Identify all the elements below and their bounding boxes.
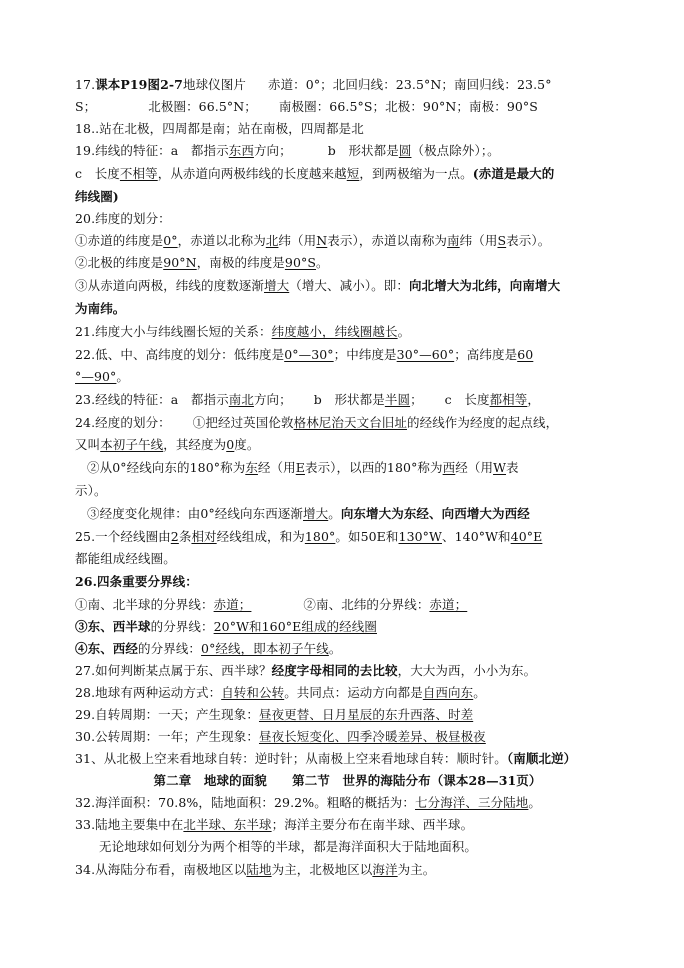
text: 23.经线的特征：a 都指示 — [75, 392, 229, 407]
text: 表示），以西的180°称为 — [304, 460, 443, 475]
text: b 形状都是 — [313, 392, 385, 407]
text: 的分界线： — [150, 619, 214, 634]
document-page — [75, 74, 620, 882]
text: 方向； — [253, 143, 292, 158]
answer: W — [493, 460, 507, 475]
text: ；中纬度是 — [333, 347, 397, 362]
bold-text: (赤道是最大的 — [472, 166, 555, 181]
text: 地球仪图片 — [182, 77, 246, 92]
text: 方向； — [253, 392, 292, 407]
line-30 — [75, 726, 620, 748]
answer: 昼夜更替、日月星辰的东升西落、时差 — [258, 707, 474, 722]
text: 表示），赤道以南称为 — [327, 233, 448, 248]
text: 。 — [316, 255, 329, 270]
text: 经（用 — [257, 460, 296, 475]
bold-text: 向北增大为北纬，向南增大 — [408, 278, 561, 293]
line-24-d — [75, 480, 620, 502]
text: 19.纬线的特征：a 都指示 — [75, 143, 229, 158]
line-17-cont — [75, 96, 620, 118]
text: （增大、减小）。即： — [289, 278, 409, 293]
text: 27.如何判断某点属于东、西半球？ — [75, 663, 272, 678]
line-20-d — [75, 298, 620, 320]
text: c 长度 — [444, 392, 490, 407]
text: ①把经过英国伦敦 — [192, 415, 294, 430]
line-25-b — [75, 548, 620, 570]
text: 为主。 — [397, 862, 436, 877]
text: ，其经度为 — [163, 437, 227, 452]
text: 又叫 — [75, 437, 101, 452]
answer: 海洋 — [372, 862, 398, 877]
line-22 — [75, 344, 620, 366]
text: 20.纬度的划分： — [75, 211, 171, 226]
text: 28.地球有两种运动方式： — [75, 685, 222, 700]
line-23 — [75, 388, 620, 412]
text: ，南极的纬度是 — [196, 255, 285, 270]
line-33-b — [75, 836, 620, 858]
answer: 自转和公转 — [221, 685, 285, 700]
answer: 60 — [517, 347, 534, 362]
text: 、140°W和 — [441, 529, 511, 544]
text: 。 — [328, 506, 341, 521]
text: 示）。 — [75, 483, 107, 498]
text: 都能组成经线圈。 — [75, 551, 176, 566]
line-25 — [75, 526, 620, 548]
text: 18..站在北极，四周都是南；站在南极，四周都是北 — [75, 121, 364, 136]
line-24-c — [75, 456, 620, 480]
answer: N — [316, 233, 328, 248]
answer: 0 — [226, 437, 235, 452]
answer: °—90° — [75, 369, 117, 384]
text: 21.纬度大小与纬线圈长短的关系： — [75, 324, 272, 339]
text: 表示）。 — [506, 233, 551, 248]
line-26 — [75, 570, 620, 594]
bold-text: ④东、西经 — [75, 641, 139, 656]
answer: 增大 — [303, 506, 329, 521]
text: 。 — [397, 324, 411, 339]
answer: 相对 — [191, 529, 217, 544]
text: 南极圈：66.5°S；北极：90°N；南极：90°S — [278, 99, 538, 114]
line-26-c — [75, 638, 620, 660]
text: ，从赤道向两极纬线的长度越来越 — [157, 166, 347, 181]
text: ①赤道的纬度是 — [75, 233, 164, 248]
text: 。如50E和 — [335, 529, 399, 544]
answer: 130°W — [398, 529, 442, 544]
line-26-a — [75, 594, 620, 616]
answer: 南 — [447, 233, 460, 248]
line-34 — [75, 858, 620, 882]
line-22-b — [75, 366, 620, 388]
text: 北极圈：66.5°N； — [148, 99, 257, 114]
text: 纬（用 — [278, 233, 317, 248]
text: 31、从北极上空来看地球自转：逆时针；从南极上空来看地球自转：顺时针。 — [75, 751, 507, 766]
answer: 增大 — [264, 278, 290, 293]
line-19-c — [75, 162, 620, 186]
answer: 圆 — [398, 143, 412, 158]
line-20-a — [75, 230, 620, 252]
text: ③从赤道向两极，纬线的度数逐渐 — [75, 278, 265, 293]
text: ②北极的纬度是 — [75, 255, 164, 270]
answer: 北半球、东半球 — [183, 817, 272, 832]
text: ； — [410, 392, 423, 407]
text: 经（用 — [455, 460, 494, 475]
line-21 — [75, 320, 620, 344]
answer: 0° — [163, 233, 178, 248]
answer: 半圆 — [384, 392, 411, 407]
answer: 不相等 — [119, 166, 158, 181]
answer: 0°—30° — [284, 347, 334, 362]
text: 。 — [528, 795, 542, 810]
text: 纬（用 — [459, 233, 498, 248]
text: 无论地球如何划分为两个相等的半球，都是海洋面积大于陆地面积。 — [99, 839, 478, 854]
text: 34.从海陆分布看，南极地区以 — [75, 862, 247, 877]
text: ③经度变化规律：由0°经线向东西逐渐 — [87, 506, 304, 521]
text: S； — [75, 99, 97, 114]
text: c 长度 — [75, 166, 120, 181]
line-33 — [75, 814, 620, 836]
answer: 短 — [346, 166, 360, 181]
text: ， — [527, 392, 540, 407]
chapter-title — [75, 770, 620, 792]
bold-text: （南顺北逆） — [506, 751, 577, 766]
answer: 陆地 — [246, 862, 272, 877]
text: 22.低、中、高纬度的划分：低纬度是 — [75, 347, 285, 362]
answer: 赤道； — [429, 597, 468, 612]
answer: 30°—60° — [396, 347, 455, 362]
bold-text: 向东增大为东经、向西增大为西经 — [340, 506, 530, 521]
answer: 西 — [442, 460, 456, 475]
bold-text: 纬线圈) — [75, 189, 119, 204]
text: 表 — [506, 460, 519, 475]
answer: 20°W和160°E组成的经线圈 — [213, 619, 377, 634]
text: 经线组成，和为 — [216, 529, 305, 544]
answer: 南北 — [228, 392, 254, 407]
text: （极点除外）；。 — [411, 143, 500, 158]
line-20-b — [75, 252, 620, 274]
answer: 40°E — [510, 529, 543, 544]
line-19-d — [75, 186, 620, 208]
line-31 — [75, 748, 620, 770]
text: 为主，北极地区以 — [271, 862, 373, 877]
line-24-e — [75, 502, 620, 526]
answer: 90°N — [163, 255, 197, 270]
line-17 — [75, 74, 620, 96]
text: 24.经度的划分： — [75, 415, 171, 430]
line-29 — [75, 704, 620, 726]
text: 的分界线： — [138, 641, 202, 656]
text: 。 — [473, 685, 486, 700]
text: b 形状都是 — [327, 143, 399, 158]
text: ①南、北半球的分界线： — [75, 597, 214, 612]
answer: 东西 — [228, 143, 254, 158]
answer: 赤道； — [213, 597, 252, 612]
answer: 昼夜长短变化、四季冷暖差异、极昼极夜 — [258, 729, 486, 744]
section-heading: 第二章 地球的面貌 第二节 世界的海陆分布（课本28—31页） — [153, 773, 542, 788]
answer: 自西向东 — [422, 685, 474, 700]
text: ；海洋主要分布在南半球、西半球。 — [271, 817, 474, 832]
answer: 本初子午线 — [100, 437, 164, 452]
bold-text: 课本P19图2-7 — [95, 77, 183, 92]
answer: 纬度越小，纬线圈越长 — [271, 324, 398, 339]
text: 的经线作为经度的起点线， — [407, 415, 559, 430]
line-24-b — [75, 434, 620, 456]
line-20-c — [75, 274, 620, 298]
answer: S — [497, 233, 507, 248]
answer: E — [295, 460, 305, 475]
bold-text: 26.四条重要分界线： — [75, 574, 198, 589]
line-32 — [75, 792, 620, 814]
text: 32.海洋面积：70.8%，陆地面积：29.2%。粗略的概括为： — [75, 795, 415, 810]
bold-text: 为南纬。 — [75, 301, 126, 316]
item-number: 17. — [75, 77, 96, 92]
answer: 2 — [170, 529, 179, 544]
text: 30.公转周期：一年；产生现象： — [75, 729, 259, 744]
text: ，赤道以北称为 — [177, 233, 266, 248]
line-20 — [75, 208, 620, 230]
text: 33.陆地主要集中在 — [75, 817, 184, 832]
text: ②南、北纬的分界线： — [303, 597, 430, 612]
text: 赤道：0°；北回归线：23.5°N；南回归线：23.5° — [267, 77, 552, 92]
text: 条 — [178, 529, 192, 544]
answer: 格林尼治天文台旧址 — [293, 415, 407, 430]
bold-text: 经度字母相同的去比较 — [271, 663, 398, 678]
text: 。 — [116, 369, 130, 384]
answer: 180° — [304, 529, 336, 544]
text: ；高纬度是 — [454, 347, 518, 362]
line-19 — [75, 140, 620, 162]
line-24 — [75, 412, 620, 434]
bold-text: ③东、西半球 — [75, 619, 151, 634]
answer: 七分海洋、三分陆地 — [415, 795, 529, 810]
text: ，大大为西，小小为东。 — [397, 663, 537, 678]
line-26-b — [75, 616, 620, 638]
answer: 都相等 — [489, 392, 528, 407]
line-18 — [75, 118, 620, 140]
answer: 90°S — [284, 255, 317, 270]
text: ②从0°经线向东的180°称为 — [87, 460, 246, 475]
line-28 — [75, 682, 620, 704]
text: ，到两极缩为一点。 — [359, 166, 473, 181]
text: 度。 — [234, 437, 260, 452]
text: 。共同点：运动方向都是 — [284, 685, 423, 700]
answer: 0°经线，即本初子午线 — [201, 641, 329, 656]
answer: 北 — [265, 233, 279, 248]
text: 25.一个经线圈由 — [75, 529, 171, 544]
answer: 东 — [245, 460, 258, 475]
line-27 — [75, 660, 620, 682]
text: 29.自转周期：一天；产生现象： — [75, 707, 259, 722]
text: 。 — [328, 641, 342, 656]
